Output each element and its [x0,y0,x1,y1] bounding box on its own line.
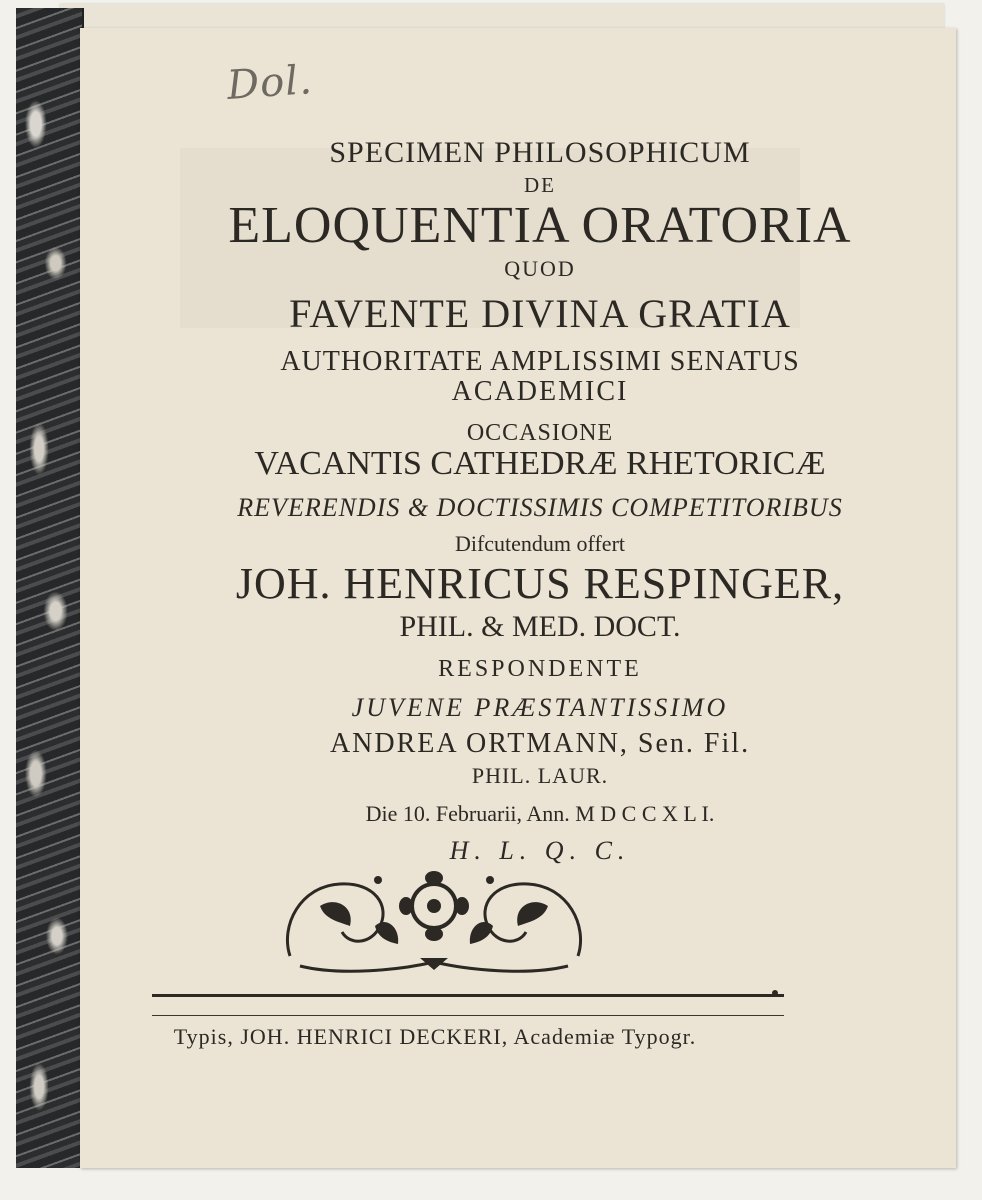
respondent-name: ANDREA ORTMANN, Sen. Fil. [329,728,751,759]
printer-imprint: Typis, JOH. HENRICI DECKERI, Academiæ Typogr. [173,1024,697,1049]
date-line: Die 10. Februarii, Ann. M D C C X L I. [365,801,715,826]
title-line-discutendum: Difcutendum offert [454,531,626,556]
title-line-de: DE [524,173,556,197]
title-line-vacantis: VACANTIS CATHEDRÆ RHETORICÆ [254,445,826,482]
main-title: ELOQUENTIA ORATORIA [228,197,852,254]
title-line-juvene: JUVENE PRÆSTANTISSIMO [351,693,729,722]
abbreviation-line: H. L. Q. C. [449,836,631,865]
author-degree: PHIL. & MED. DOCT. [399,610,681,643]
handwritten-annotation: Dol. [225,57,315,109]
respondent-degree: PHIL. LAUR. [471,763,609,788]
title-line-occasione: OCCASIONE [466,420,614,446]
title-page [80,28,956,1168]
title-line-authoritate: AUTHORITATE AMPLISSIMI SENATUS [280,346,800,377]
title-line-respondente: RESPONDENTE [438,656,642,682]
title-line-academici: ACADEMICI [451,376,629,407]
author-name: JOH. HENRICUS RESPINGER, [235,559,845,608]
double-rule-thin [152,1015,784,1016]
title-line-quod: QUOD [504,256,576,281]
marbled-paper-spine [16,8,84,1168]
ink-dot [772,990,778,996]
title-line-reverendis: REVERENDIS & DOCTISSIMIS COMPETITORIBUS [237,493,843,522]
title-line-specimen: SPECIMEN PHILOSOPHICUM [329,136,751,169]
floral-vignette-icon [280,866,588,978]
title-line-favente: FAVENTE DIVINA GRATIA [289,291,791,336]
double-rule-thick [152,994,784,997]
